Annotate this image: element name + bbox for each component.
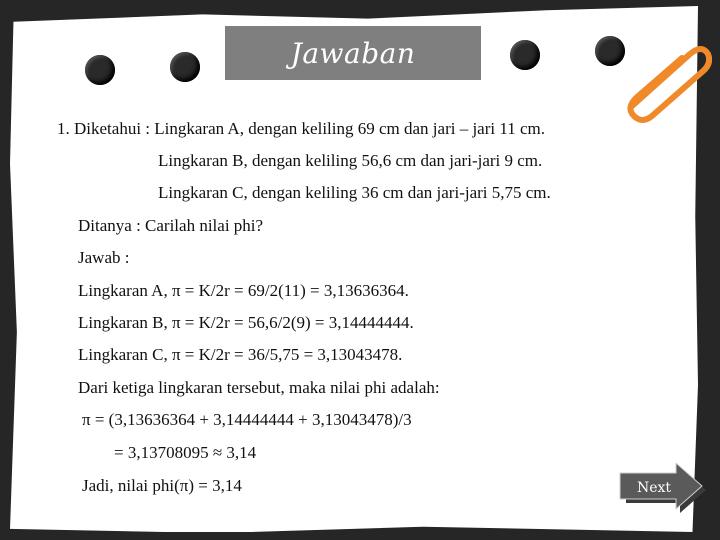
- text-line: π = (3,13636364 + 3,14444444 + 3,13043478)/3: [82, 410, 412, 429]
- slide-title: Jawaban: [290, 36, 416, 70]
- text-line: Lingkaran B, dengan keliling 56,6 cm dan jari-jari 9 cm.: [158, 151, 543, 170]
- text-line: = 3,13708095 ≈ 3,14: [114, 443, 257, 462]
- text-line: Lingkaran C, π = K/2r = 36/5,75 = 3,13043478.: [78, 345, 403, 364]
- text-line: 1. Diketahui : Lingkaran A, dengan keliling 69 cm dan jari – jari 11 cm.: [57, 119, 545, 138]
- text-line: Ditanya : Carilah nilai phi?: [78, 216, 264, 235]
- text-line: Jawab :: [78, 248, 130, 267]
- text-line: Lingkaran C, dengan keliling 36 cm dan jari-jari 5,75 cm.: [158, 183, 551, 202]
- text-line: Lingkaran A, π = K/2r = 69/2(11) = 3,13636364.: [78, 281, 409, 300]
- next-button[interactable]: [618, 463, 706, 513]
- text-line: Jadi, nilai phi(π) = 3,14: [82, 476, 242, 495]
- text-line: Dari ketiga lingkaran tersebut, maka nilai phi adalah:: [78, 378, 440, 397]
- next-button-label: Next: [636, 480, 672, 496]
- text-line: Lingkaran B, π = K/2r = 56,6/2(9) = 3,14444444.: [78, 313, 414, 332]
